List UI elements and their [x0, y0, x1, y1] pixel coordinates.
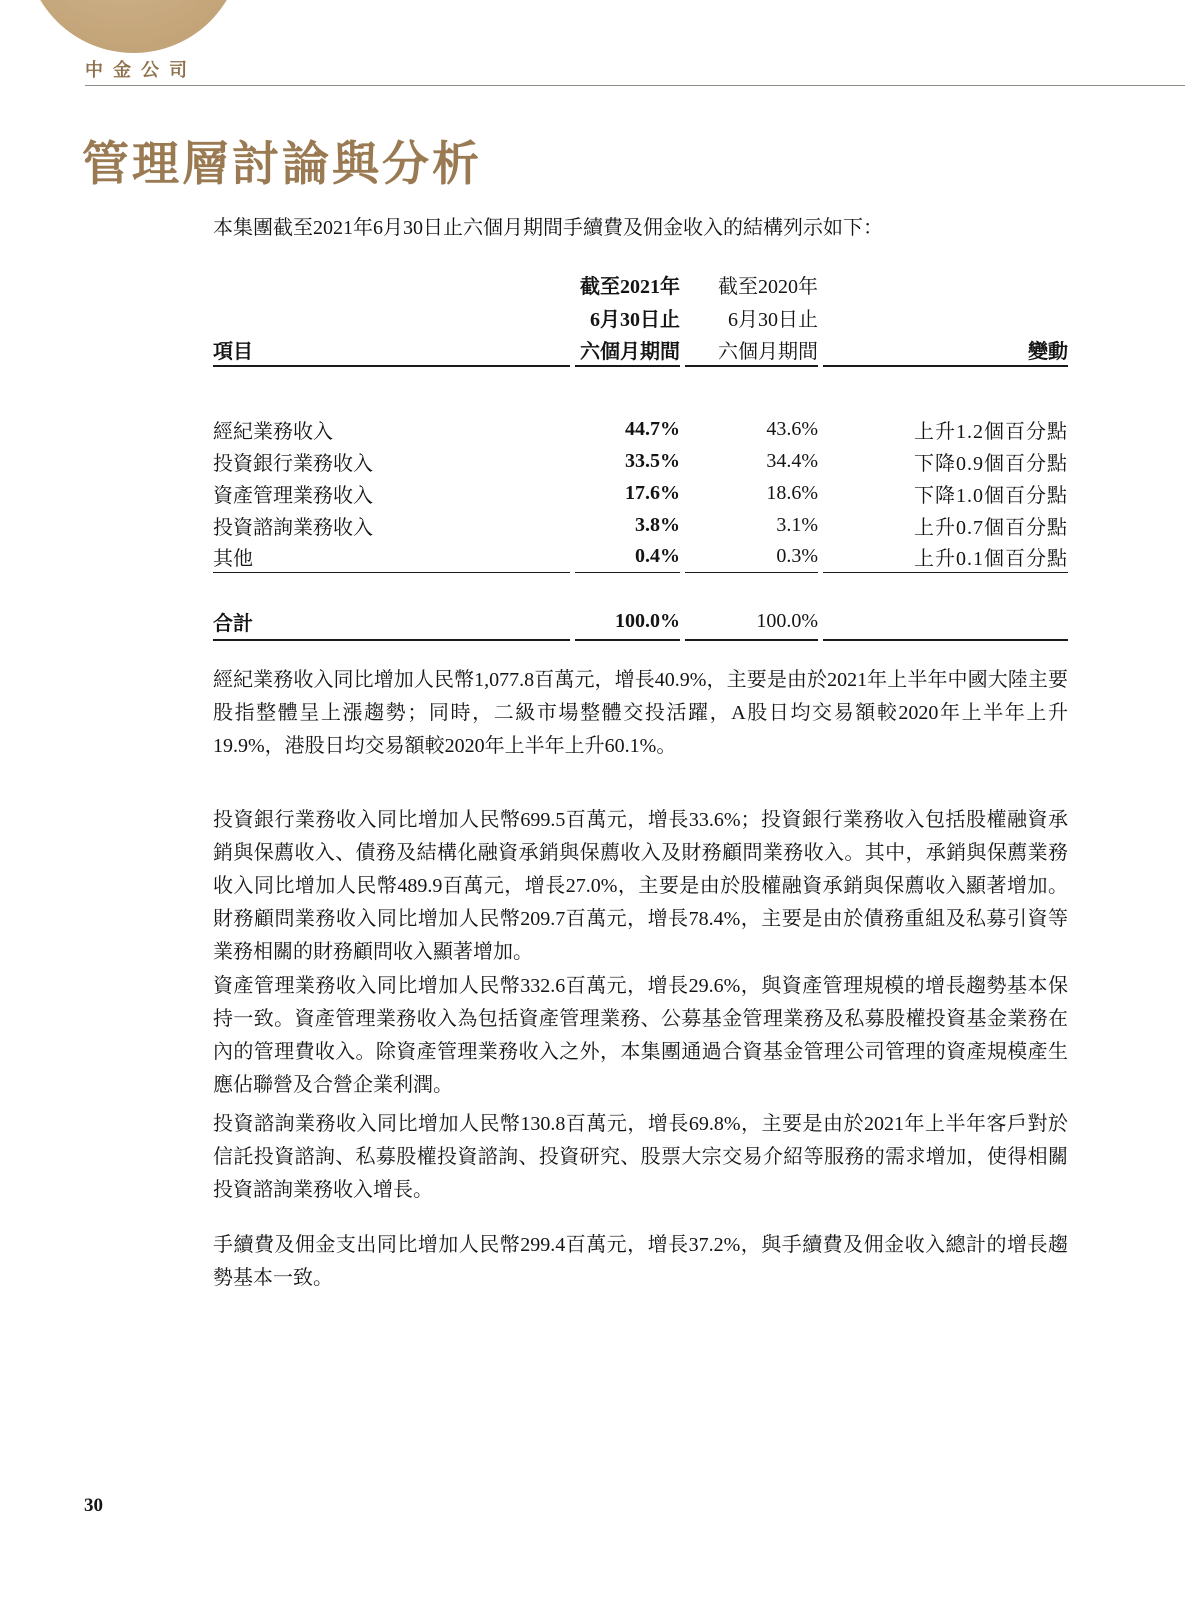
row-item: 投資銀行業務收入 — [213, 452, 373, 475]
table-header-row-1 — [213, 268, 1068, 301]
row-item: 資產管理業務收入 — [213, 484, 373, 507]
company-name: 中金公司 — [85, 60, 197, 80]
row-value-2021: 3.8% — [635, 513, 680, 536]
row-change: 下降1.0個百分點 — [914, 484, 1068, 507]
fee-structure-table — [213, 268, 1068, 641]
table-row — [213, 413, 1068, 445]
total-value-2020: 100.0% — [685, 603, 818, 641]
row-value-2020: 0.3% — [685, 541, 818, 573]
table-body — [213, 413, 1068, 573]
paragraph-fee-expense: 手續費及佣金支出同比增加人民幣299.4百萬元，增長37.2%，與手續費及佣金收入總計的增長趨勢基本一致。 — [213, 1234, 1068, 1289]
row-value-2021: 33.5% — [625, 449, 680, 472]
total-change — [823, 603, 1068, 641]
row-value-2021: 0.4% — [575, 541, 680, 573]
col-header-2021-line1: 截至2021年 — [580, 276, 680, 298]
table-row — [213, 445, 1068, 477]
row-value-2020: 34.4% — [766, 449, 818, 472]
header-divider — [85, 85, 1185, 86]
row-item: 其他 — [213, 541, 570, 573]
row-value-2021: 44.7% — [625, 417, 680, 440]
table-header-row-3 — [213, 334, 1068, 367]
row-change: 上升0.7個百分點 — [914, 516, 1068, 539]
col-header-2021-line2: 6月30日止 — [590, 309, 680, 331]
row-value-2020: 43.6% — [766, 417, 818, 440]
table-header-row-2 — [213, 301, 1068, 334]
paragraph-brokerage: 經紀業務收入同比增加人民幣1,077.8百萬元，增長40.9%，主要是由於2021年上半年中國大陸主要股指整體呈上漲趨勢；同時，二級市場整體交投活躍，A股日均交易額較2020年上半年上升19.9%，港股日均交易額較2020年上半年上升60.1%。 — [213, 669, 1068, 757]
col-header-item: 項目 — [213, 334, 570, 367]
paragraph-advisory: 投資諮詢業務收入同比增加人民幣130.8百萬元，增長69.8%，主要是由於2021年上半年客戶對於信託投資諮詢、私募股權投資諮詢、投資研究、股票大宗交易介紹等服務的需求增加，使得相關投資諮詢業務收入增長。 — [213, 1113, 1068, 1201]
intro-text: 本集團截至2021年6月30日止六個月期間手續費及佣金收入的結構列示如下： — [213, 217, 883, 239]
row-change: 下降0.9個百分點 — [914, 452, 1068, 475]
row-value-2020: 18.6% — [766, 481, 818, 504]
table-row — [213, 509, 1068, 541]
company-logo — [25, 0, 242, 53]
paragraph-asset-management: 資產管理業務收入同比增加人民幣332.6百萬元，增長29.6%，與資產管理規模的增長趨勢基本保持一致。資產管理業務收入為包括資產管理業務、公募基金管理業務及私募股權投資基金業務在內的管理費收入。除資產管理業務收入之外，本集團通過合資基金管理公司管理的資產規模產生應佔聯營及合營企業利潤。 — [213, 975, 1068, 1096]
paragraph-investment-bank: 投資銀行業務收入同比增加人民幣699.5百萬元，增長33.6%；投資銀行業務收入包括股權融資承銷與保薦收入、債務及結構化融資承銷與保薦收入及財務顧問業務收入。其中，承銷與保薦業務收入同比增加人民幣489.9百萬元，增長27.0%，主要是由於股權融資承銷與保薦收入顯著增加。財務顧問業務收入同比增加人民幣209.7百萬元，增長78.4%，主要是由於債務重組及私募引資等業務相關的財務顧問收入顯著增加。 — [213, 809, 1068, 963]
total-item: 合計 — [213, 603, 570, 641]
table-row — [213, 541, 1068, 573]
row-change: 上升0.1個百分點 — [823, 541, 1068, 573]
total-value-2021: 100.0% — [575, 603, 680, 641]
col-header-2021-line3: 六個月期間 — [575, 334, 680, 367]
col-header-2020-line1: 截至2020年 — [718, 276, 818, 298]
table-row — [213, 477, 1068, 509]
page-number: 30 — [84, 1495, 103, 1516]
col-header-2020-line2: 6月30日止 — [728, 309, 818, 331]
row-change: 上升1.2個百分點 — [914, 420, 1068, 443]
col-header-2020-line3: 六個月期間 — [685, 334, 818, 367]
row-item: 經紀業務收入 — [213, 420, 333, 443]
page-title: 管理層討論與分析 — [82, 139, 482, 192]
row-item: 投資諮詢業務收入 — [213, 516, 373, 539]
row-value-2020: 3.1% — [776, 513, 818, 536]
row-value-2021: 17.6% — [625, 481, 680, 504]
col-header-change: 變動 — [823, 334, 1068, 367]
table-total-row — [213, 603, 1068, 641]
